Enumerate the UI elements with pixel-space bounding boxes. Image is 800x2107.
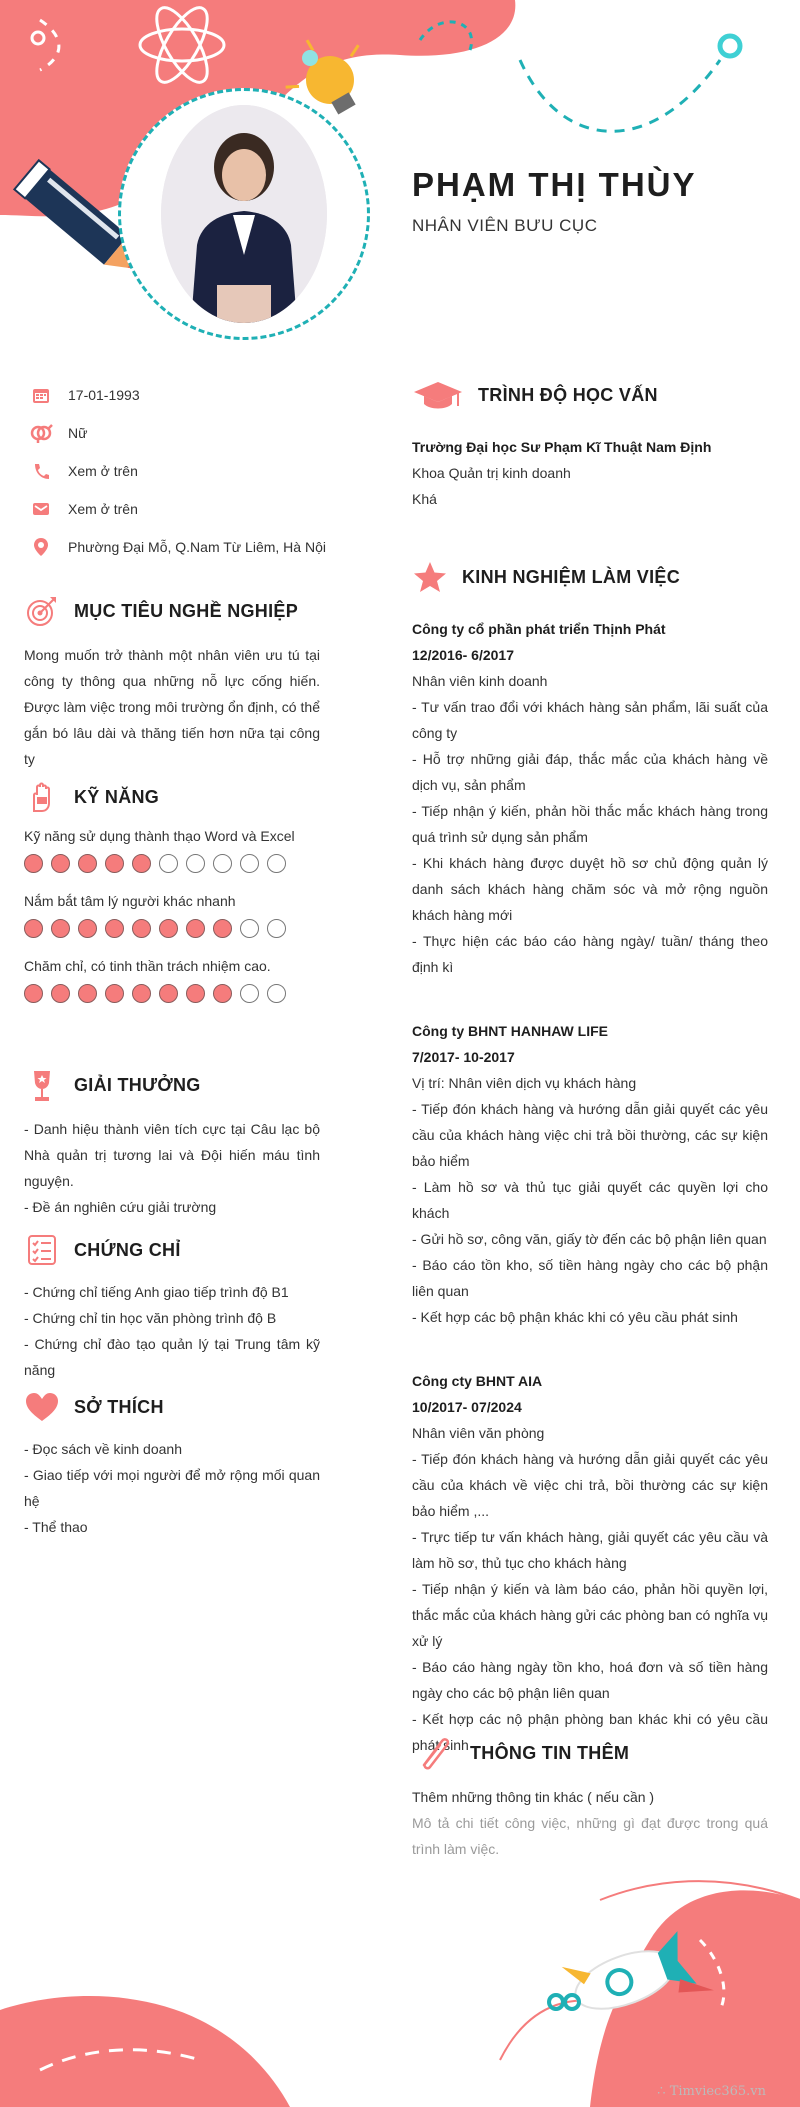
job-duty: - Gửi hồ sơ, công văn, giấy tờ đến các bộ phận liên quan [412, 1231, 767, 1247]
award-item: - Đề án nghiên cứu giải trường [24, 1199, 217, 1215]
birthday-text: 17-01-1993 [68, 387, 140, 403]
job-role: Nhân viên văn phòng [412, 1425, 545, 1441]
skill-dot [267, 919, 286, 938]
gender-icon [28, 423, 54, 443]
experience-section [412, 560, 768, 1796]
skill-dot [105, 984, 124, 1003]
trophy-icon [24, 1068, 60, 1102]
job-period: 10/2017- 07/2024 [412, 1399, 522, 1415]
skill-dot [51, 919, 70, 938]
target-icon [24, 594, 60, 628]
job-duty: - Làm hồ sơ và thủ tục giải quyết các quyền lợi cho khách [412, 1179, 768, 1221]
contact-info [28, 376, 328, 566]
job-duty: - Tiếp nhận ý kiến, phản hồi thắc mắc khách hàng trong quá trình sử dụng sản phẩm [412, 803, 768, 845]
job-duty: - Kết hợp các nộ phận phòng ban khác khi có yêu cầu phát sinh [412, 1711, 768, 1753]
paperclip-icon [412, 1736, 456, 1770]
job-duty: - Khi khách hàng được duyệt hồ sơ chủ động quản lý danh sách khách hàng chăm sóc và mở rộng nguồn khách hàng mới [412, 855, 768, 923]
skill-dot [240, 984, 259, 1003]
job-duty: - Kết hợp các bộ phận khác khi có yêu cầu phát sinh [412, 1309, 738, 1325]
education-section [412, 378, 768, 512]
objective-title: MỤC TIÊU NGHỀ NGHIỆP [74, 600, 299, 621]
skills-list [24, 828, 320, 1003]
job-duty: - Tiếp đón khách hàng và hướng dẫn giải quyết các yêu cầu của khách hàng việc chi trả bồi thường, các sự kiện bảo hiểm [412, 1101, 768, 1169]
skill-name: Chăm chỉ, có tinh thần trách nhiệm cao. [24, 958, 271, 974]
job-entry [412, 616, 768, 980]
jobs-list [412, 616, 768, 1758]
objective-text: Mong muốn trở thành một nhân viên ưu tú tại công ty thông qua những nỗ lực cống hiến. Được làm việc trong môi trường ổn định, có thể gắn bó lâu dài và thăng tiến hơn nữa tại công ty [24, 647, 320, 767]
certificate-item: - Chứng chỉ tin học văn phòng trình độ B [24, 1310, 277, 1326]
watermark: ∴ Timviec365.vn [657, 2084, 766, 2099]
skill-dot [51, 984, 70, 1003]
email-text: Xem ở trên [68, 501, 138, 517]
skill-dot [186, 919, 205, 938]
skill-dot [186, 984, 205, 1003]
school-name: Trường Đại học Sư Phạm Kĩ Thuật Nam Định [412, 439, 712, 455]
education-title: TRÌNH ĐỘ HỌC VẤN [478, 384, 658, 405]
skills-section [24, 780, 320, 1023]
skill-dot [132, 854, 151, 873]
contact-row-email [28, 490, 328, 528]
job-duty: - Tiếp nhận ý kiến và làm báo cáo, phản hồi quyền lợi, thắc mắc của khách hàng gửi các phòng ban có nghĩa vụ xử lý [412, 1581, 768, 1649]
checklist-icon [24, 1233, 60, 1267]
award-item: - Danh hiệu thành viên tích cực tại Câu lạc bộ Nhà quản trị tương lai và Đội hiến máu tình nguyện. [24, 1121, 320, 1189]
job-duty: - Hỗ trợ những giải đáp, thắc mắc của khách hàng về dịch vụ, sản phẩm [412, 751, 768, 793]
skill-dot [186, 854, 205, 873]
hobbies-list [24, 1436, 320, 1540]
skill-dot [51, 854, 70, 873]
hobby-item: - Đọc sách về kinh doanh [24, 1441, 182, 1457]
more-info-hint: Mô tả chi tiết công việc, những gì đạt được trong quá trình làm việc. [412, 1815, 768, 1857]
hobbies-title: SỞ THÍCH [74, 1396, 164, 1417]
hobby-item: - Thể thao [24, 1519, 88, 1535]
more-info-title: THÔNG TIN THÊM [470, 1742, 630, 1763]
hobbies-section [24, 1390, 320, 1540]
job-period: 7/2017- 10-2017 [412, 1049, 515, 1065]
skill-dot [24, 854, 43, 873]
skill-dot [78, 984, 97, 1003]
education-details [412, 434, 768, 512]
objective-heading [24, 594, 320, 628]
skill-dot [159, 984, 178, 1003]
hobby-item: - Giao tiếp với mọi người để mở rộng mối quan hệ [24, 1467, 320, 1509]
contact-row-phone [28, 452, 328, 490]
skills-heading [24, 780, 320, 814]
skill-dot [105, 854, 124, 873]
skill-rating [24, 854, 320, 873]
more-info-body [412, 1784, 768, 1862]
experience-heading [412, 560, 768, 594]
skill-dot [78, 854, 97, 873]
skills-title: KỸ NĂNG [74, 786, 160, 807]
graduation-cap-icon [412, 378, 464, 412]
certificates-title: CHỨNG CHỈ [74, 1239, 181, 1260]
certificates-heading [24, 1233, 320, 1267]
phone-text: Xem ở trên [68, 463, 138, 479]
awards-heading [24, 1068, 320, 1102]
skill-name: Nắm bắt tâm lý người khác nhanh [24, 893, 236, 909]
education-heading [412, 378, 768, 412]
skill-dot [105, 919, 124, 938]
skill-dot [132, 919, 151, 938]
skill-dot [159, 854, 178, 873]
job-company: Công cty BHNT AIA [412, 1373, 543, 1389]
job-duty: - Tư vấn trao đổi với khách hàng sản phẩm, lãi suất của công ty [412, 699, 768, 741]
job-entry [412, 1018, 768, 1330]
skill-dot [24, 919, 43, 938]
star-icon [412, 560, 448, 594]
objective-section [24, 594, 320, 772]
job-duty: - Báo cáo hàng ngày tồn kho, hoá đơn và số tiền hàng ngày cho các bộ phận liên quan [412, 1659, 768, 1701]
job-role: Vị trí: Nhân viên dịch vụ khách hàng [412, 1075, 637, 1091]
calendar-icon [28, 385, 54, 405]
more-info-text: Thêm những thông tin khác ( nếu cần ) [412, 1789, 655, 1805]
job-duty: - Tiếp đón khách hàng và hướng dẫn giải quyết các yêu cầu của khách về việc chi trả, bồi thường các sự kiện bảo hiểm ,... [412, 1451, 768, 1519]
job-period: 12/2016- 6/2017 [412, 647, 514, 663]
skill-name: Kỹ năng sử dụng thành thạo Word và Excel [24, 828, 295, 844]
skill-dot [240, 919, 259, 938]
skill-dot [78, 919, 97, 938]
skill-dot [267, 984, 286, 1003]
skill-dot [213, 984, 232, 1003]
job-company: Công ty BHNT HANHAW LIFE [412, 1023, 608, 1039]
skill-dot [213, 919, 232, 938]
awards-title: GIẢI THƯỞNG [74, 1074, 201, 1095]
job-duty: - Báo cáo tồn kho, số tiền hàng ngày cho các bộ phận liên quan [412, 1257, 768, 1299]
job-entry [412, 1368, 768, 1758]
job-duty: - Thực hiện các báo cáo hàng ngày/ tuần/ tháng theo định kì [412, 933, 768, 975]
job-position: NHÂN VIÊN BƯU CỤC [412, 216, 598, 235]
email-icon [28, 499, 54, 519]
job-role: Nhân viên kinh doanh [412, 673, 548, 689]
contact-row-birthday [28, 376, 328, 414]
watermark-text: Timviec365.vn [669, 2084, 766, 2099]
more-info-heading [412, 1736, 768, 1770]
certificates-section [24, 1233, 320, 1383]
skill-rating [24, 984, 320, 1003]
job-duty: - Trực tiếp tư vấn khách hàng, giải quyết các yêu cầu và làm hồ sơ, thủ tục cho khách hàng [412, 1529, 768, 1571]
hobbies-heading [24, 1390, 320, 1424]
gender-text: Nữ [68, 425, 88, 441]
awards-section [24, 1068, 320, 1220]
skill-rating [24, 919, 320, 938]
avatar [161, 105, 327, 323]
certificate-item: - Chứng chỉ tiếng Anh giao tiếp trình độ B1 [24, 1284, 289, 1300]
location-icon [28, 537, 54, 557]
job-company: Công ty cổ phần phát triển Thịnh Phát [412, 621, 666, 637]
address-text: Phường Đại Mỗ, Q.Nam Từ Liêm, Hà Nội [68, 539, 326, 555]
full-name: PHẠM THỊ THÙY [412, 166, 697, 203]
certificate-item: - Chứng chỉ đào tạo quản lý tại Trung tâm kỹ năng [24, 1336, 320, 1378]
phone-icon [28, 461, 54, 481]
contact-row-gender [28, 414, 328, 452]
faculty-name: Khoa Quản trị kinh doanh [412, 465, 571, 481]
contact-row-address [28, 528, 328, 566]
avatar-frame [118, 88, 370, 340]
more-info-section [412, 1736, 768, 1862]
education-grade: Khá [412, 491, 437, 507]
skill-dot [240, 854, 259, 873]
hand-icon [24, 780, 60, 814]
skill-dot [132, 984, 151, 1003]
experience-title: KINH NGHIỆM LÀM VIỆC [462, 566, 681, 587]
skill-dot [24, 984, 43, 1003]
awards-list [24, 1116, 320, 1220]
certificates-list [24, 1279, 320, 1383]
skill-dot [267, 854, 286, 873]
heart-icon [24, 1390, 60, 1424]
footer-decoration [0, 1860, 800, 2107]
skill-dot [213, 854, 232, 873]
skill-dot [159, 919, 178, 938]
